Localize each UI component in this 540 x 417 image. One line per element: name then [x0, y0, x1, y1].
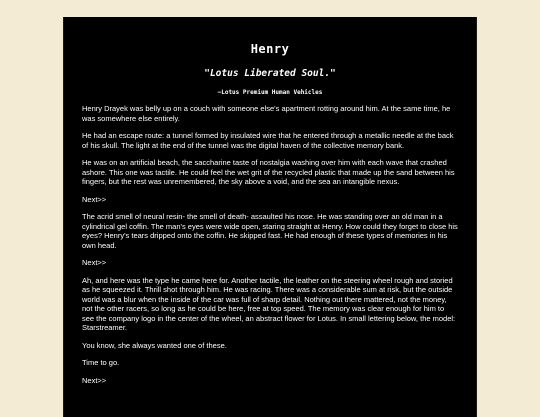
paragraph-1: Henry Drayek was belly up on a couch with someone else's apartment rotting around him. At the same time, he was somewhere else entirely. — [82, 104, 451, 123]
story-body — [82, 104, 458, 385]
next-link[interactable]: Next>> — [82, 258, 107, 267]
epigraph-quote: "Lotus Liberated Soul." — [204, 68, 336, 79]
epigraph-attribution: –Lotus Premium Human Vehicles — [217, 89, 323, 96]
paragraph-5: Ah, and here was the type he came here for. Another tactile, the leather on the steering wheel rough and storied as he squeezed it. Thrill shot through him. He was racing. There was a considerable sum at risk, but the outside world was a blur when the inside of the car was full of sharp detail. Nothing out there mattered, not the money, not the other racers, so long as he could be here, free at top speed. The memory was clear enough for him to see the company logo in the center of the wheel, an abstract flower for Lotus. In small lettering below, the model: Starstreamer. — [82, 275, 456, 332]
next-link[interactable]: Next>> — [82, 375, 107, 385]
paragraph-2: He had an escape route: a tunnel formed by insulated wire that he entered through a metallic needle at the back of his skull. The light at the end of the tunnel was the digital haven of the collective memory bank. — [82, 131, 454, 150]
paragraph-4: The acrid smell of neural resin- the smell of death- assaulted his nose. He was standing over an old man in a cylindrical gel coffin. The man's eyes were wide open, staring straight at Henry. How could they forget to close his eyes? Henry's tears dripped onto the coffin. He skipped fast. He had enough of these types of memories in his own head. — [82, 212, 458, 250]
paragraph-6: You know, she always wanted one of these. — [82, 340, 227, 350]
paragraph-3: He was on an artificial beach, the saccharine taste of nostalgia washing over him with each wave that crashed ashore. This one was tactile. He could feel the wet grit of the recycled plastic that made up the sand between his fingers, but the rest was unremembered, the sky above a void, and the sea an intangible nexus. — [82, 158, 455, 186]
story-title: Henry — [250, 42, 290, 56]
next-link[interactable]: Next>> — [82, 194, 107, 204]
paragraph-7: Time to go. — [82, 358, 120, 367]
story-page — [63, 17, 477, 417]
